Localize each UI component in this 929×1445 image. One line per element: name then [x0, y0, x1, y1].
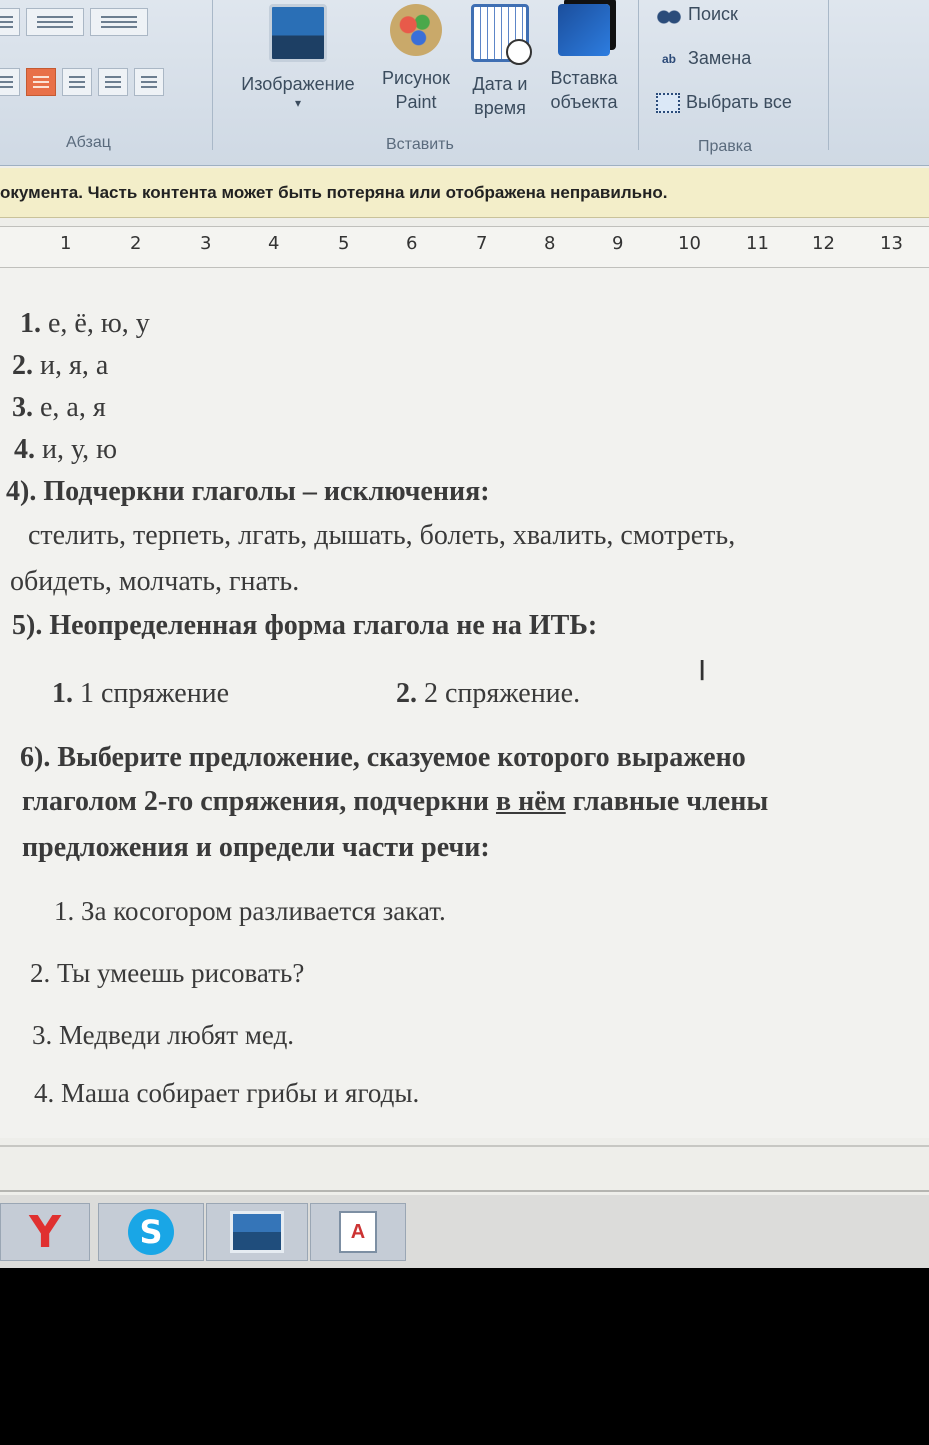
yandex-browser-icon: Y	[29, 1206, 61, 1258]
question-6-line-2	[22, 786, 768, 818]
ruler-number: 1	[60, 233, 72, 254]
ruler-number: 12	[812, 233, 835, 254]
option-line-3	[12, 392, 106, 424]
numbered-list-button[interactable]	[90, 8, 148, 36]
taskbar-photo-viewer[interactable]	[206, 1203, 308, 1261]
paint-label-2: Paint	[395, 92, 437, 112]
insert-object-label-2: объекта	[550, 92, 618, 112]
select-all-label: Выбрать все	[686, 92, 792, 112]
group-separator	[212, 0, 213, 150]
taskbar-yandex-browser[interactable]	[0, 1203, 90, 1261]
list-text: е, а, я	[33, 392, 106, 423]
list-number: 1.	[20, 308, 41, 339]
question-4-words-line-2: обидеть, молчать, гнать.	[10, 566, 300, 597]
question-5-option-2	[396, 678, 580, 710]
group-label-paragraph: Абзац	[66, 134, 111, 151]
sentence-2: 2. Ты умеешь рисовать?	[30, 958, 305, 988]
object-icon	[558, 4, 610, 56]
warning-text: окумента. Часть контента может быть потеряна или отображена неправильно.	[0, 182, 668, 202]
list-text: и, я, а	[33, 350, 109, 381]
question-5-heading: 5). Неопределенная форма глагола не на ИТЬ:	[12, 610, 598, 641]
replace-icon: ab	[661, 51, 676, 66]
sentence-1: 1. За косогором разливается закат.	[54, 896, 446, 926]
option-line-1	[20, 308, 150, 340]
paint-palette-icon	[390, 4, 442, 56]
bullet-list-button[interactable]	[26, 8, 84, 36]
ruler-number: 4	[268, 233, 280, 254]
image-icon	[269, 4, 327, 62]
question-6-line-1: 6). Выберите предложение, сказуемое которого выражено	[20, 742, 746, 773]
line-spacing-button[interactable]	[0, 8, 20, 36]
photo-viewer-icon	[230, 1211, 284, 1253]
question-6-line-3: предложения и определи части речи:	[22, 832, 490, 863]
select-all-icon	[656, 93, 680, 113]
paint-label-1: Рисунок	[382, 68, 450, 88]
list-number: 4.	[14, 434, 35, 465]
align-right-button[interactable]	[62, 68, 92, 96]
taskbar	[0, 1195, 929, 1268]
ruler-number: 13	[880, 233, 903, 254]
insert-image-button[interactable]	[228, 4, 368, 110]
date-time-button[interactable]	[464, 4, 536, 120]
dropdown-arrow-icon: ▾	[294, 96, 302, 110]
find-button[interactable]	[656, 4, 738, 25]
insert-image-label: Изображение	[241, 74, 355, 94]
divider	[0, 1145, 929, 1147]
ruler-number: 10	[678, 233, 701, 254]
group-separator	[828, 0, 829, 150]
group-label-editing: Правка	[698, 138, 753, 155]
taskbar-wordpad[interactable]	[310, 1203, 406, 1261]
paragraph-settings-button[interactable]	[134, 68, 164, 96]
list-number: 2.	[396, 678, 417, 709]
list-number: 3.	[12, 392, 33, 423]
question-4-heading: 4). Подчеркни глаголы – исключения:	[6, 476, 490, 507]
paragraph-row-2	[0, 68, 164, 96]
list-number: 2.	[12, 350, 33, 381]
horizontal-ruler[interactable]	[0, 226, 929, 268]
divider	[0, 1190, 929, 1192]
insert-object-button[interactable]	[542, 4, 626, 114]
replace-button[interactable]	[656, 48, 751, 69]
list-number: 1.	[52, 678, 73, 709]
list-text: 1 спряжение	[73, 678, 230, 709]
ruler-number: 2	[130, 233, 142, 254]
justify-button[interactable]	[98, 68, 128, 96]
group-separator	[638, 0, 639, 150]
align-left-button[interactable]	[0, 68, 20, 96]
ruler-number: 9	[612, 233, 624, 254]
taskbar-skype[interactable]	[98, 1203, 204, 1261]
option-line-4	[14, 434, 117, 466]
ruler-number: 3	[200, 233, 212, 254]
date-time-label-2: время	[474, 98, 526, 118]
insert-object-label-1: Вставка	[550, 68, 618, 88]
list-text: и, у, ю	[35, 434, 118, 465]
ruler-number: 5	[338, 233, 350, 254]
binoculars-icon	[656, 5, 682, 25]
list-text: 2 спряжение.	[417, 678, 581, 709]
q6-underlined-text: в нём	[495, 786, 566, 817]
option-line-2	[12, 350, 108, 382]
sentence-3: 3. Медведи любят мед.	[32, 1020, 295, 1050]
calendar-clock-icon	[471, 4, 529, 62]
group-label-insert: Вставить	[386, 136, 454, 153]
q6-text-part: главные члены	[565, 786, 769, 817]
list-text: е, ё, ю, у	[41, 308, 150, 339]
question-4-words-line-1: стелить, терпеть, лгать, дышать, болеть, хвалить, смотреть,	[28, 520, 736, 551]
ruler-number: 11	[746, 233, 769, 254]
wordpad-icon: A	[339, 1211, 377, 1253]
sentence-4: 4. Маша собирает грибы и ягоды.	[34, 1078, 420, 1108]
paint-drawing-button[interactable]	[376, 4, 456, 114]
ruler-number: 7	[476, 233, 488, 254]
find-label: Поиск	[688, 4, 738, 24]
ribbon	[0, 0, 929, 166]
replace-label: Замена	[688, 48, 752, 68]
skype-icon: S	[128, 1209, 174, 1255]
compatibility-warning-bar	[0, 168, 929, 218]
question-5-option-1	[52, 678, 229, 710]
q6-text-part: глаголом 2-го спряжения, подчеркни	[22, 786, 496, 817]
ruler-number: 8	[544, 233, 556, 254]
date-time-label-1: Дата и	[472, 74, 528, 94]
paragraph-row-1	[0, 8, 148, 36]
align-center-button[interactable]	[26, 68, 56, 96]
ruler-number: 6	[406, 233, 418, 254]
document-page[interactable]	[0, 268, 929, 1138]
select-all-button[interactable]	[656, 92, 792, 113]
text-cursor-icon: I	[698, 654, 707, 687]
